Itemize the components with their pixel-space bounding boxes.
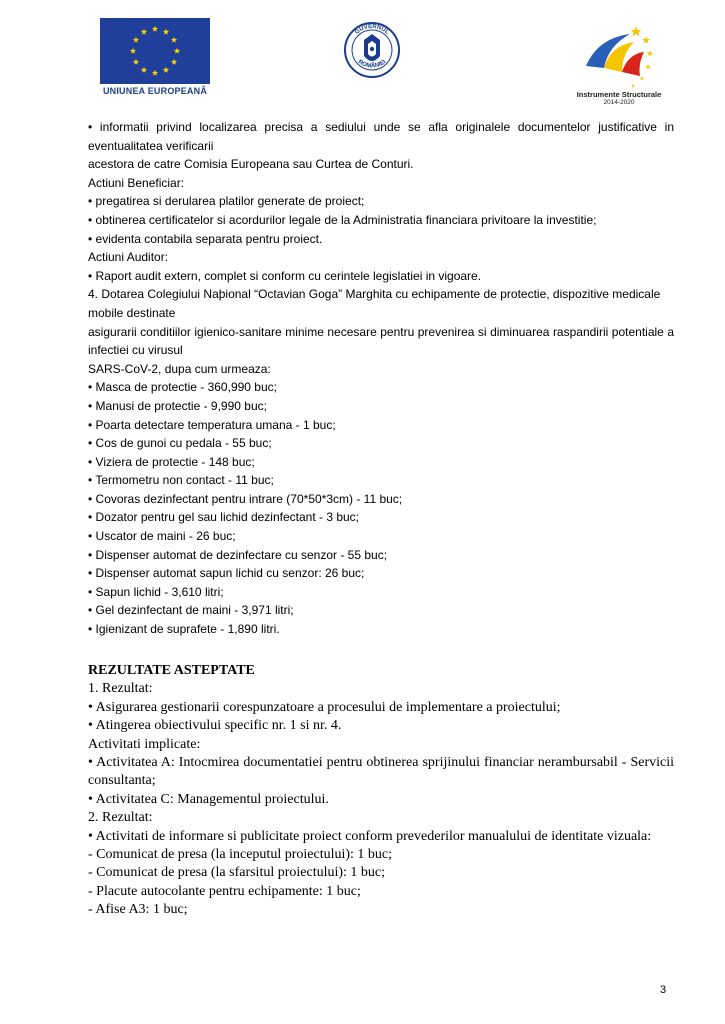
list-item: - Comunicat de presa (la inceputul proiectului): 1 buc; <box>88 847 393 863</box>
paragraph-line: SARS-CoV-2, dupa cum urmeaza: <box>88 361 271 376</box>
document-body <box>88 118 674 639</box>
list-item: • Dispenser automat de dezinfectare cu senzor - 55 buc; <box>88 547 388 562</box>
list-item: • Manusi de protectie - 9,990 buc; <box>88 398 267 413</box>
list-item: - Afise A3: 1 buc; <box>88 902 188 918</box>
romanian-government-seal-logo <box>342 16 402 88</box>
list-item: • Activitati de informare si publicitate proiect conform prevederilor manualului de identitate vizuala: <box>88 828 652 844</box>
result-heading: 2. Rezultat: <box>88 810 153 826</box>
svg-text:ROMÂNIEI: ROMÂNIEI <box>356 59 388 70</box>
svg-text:GUVERNUL: GUVERNUL <box>354 23 390 36</box>
section-label: Activitati implicate: <box>88 736 201 752</box>
page-header <box>0 0 725 115</box>
list-item: • Poarta detectare temperatura umana - 1 buc; <box>88 417 336 432</box>
list-item: • Sapun lichid - 3,610 litri; <box>88 584 224 599</box>
paragraph-line: asigurarii conditiilor igienico-sanitare minime necesare pentru prevenirea si diminuarea raspandirii potentiale a infectiei cu virusul <box>88 324 674 358</box>
section-label: Actiuni Beneficiar: <box>88 175 185 190</box>
list-item: • Atingerea obiectivului specific nr. 1 si nr. 4. <box>88 718 342 734</box>
list-item: • Dispenser automat sapun lichid cu senzor: 26 buc; <box>88 566 365 581</box>
paragraph-line: 4. Dotarea Colegiului Naþional “Octavian Goga” Marghita cu echipamente de protectie, dispozitive medicale mobile destinate <box>88 287 661 320</box>
list-item: • obtinerea certificatelor si acordurilor legale de la Administratia financiara privitoare la investitie; <box>88 212 597 227</box>
list-item: • Asigurarea gestionarii corespunzatoare a procesului de implementare a proiectului; <box>88 699 561 715</box>
list-item: - Placute autocolante pentru echipamente: 1 buc; <box>88 883 361 899</box>
list-item: • Gel dezinfectant de maini - 3,971 litri; <box>88 603 294 618</box>
list-item: • Raport audit extern, complet si conform cu cerintele legislatiei in vigoare. <box>88 268 482 283</box>
list-item: • Dozator pentru gel sau lichid dezinfectant - 3 buc; <box>88 510 360 525</box>
list-item: • Activitatea A: Intocmirea documentatiei pentru obtinerea sprijinului financiar nerambursabil - Servicii consultanta; <box>88 755 674 789</box>
list-item: • evidenta contabila separata pentru proiect. <box>88 231 323 246</box>
paragraph-line: acestora de catre Comisia Europeana sau Curtea de Conturi. <box>88 157 414 172</box>
list-item: - Comunicat de presa (la sfarsitul proiectului): 1 buc; <box>88 865 386 881</box>
list-item: • Masca de protectie - 360,990 buc; <box>88 380 277 395</box>
list-item: • Termometru non contact - 11 buc; <box>88 473 274 488</box>
list-item: • Igienizant de suprafete - 1,890 litri. <box>88 622 280 637</box>
list-item: • Uscator de maini - 26 buc; <box>88 529 236 544</box>
section-title: REZULTATE ASTEPTATE <box>88 663 255 678</box>
list-item: • Covoras dezinfectant pentru intrare (70*50*3cm) - 11 buc; <box>88 491 403 506</box>
list-item: • Viziera de protectie - 148 buc; <box>88 454 255 469</box>
page-number: 3 <box>660 984 667 996</box>
eu-caption: UNIUNEA EUROPEANĂ <box>102 86 208 96</box>
paragraph-line: • informatii privind localizarea precisa a sediului unde se afla originalele documentelor justificative in eventualitatea verificarii <box>88 120 674 153</box>
results-section <box>88 662 674 920</box>
list-item: • Cos de gunoi cu pedala - 55 buc; <box>88 436 272 451</box>
structural-instruments-years: 2014-2020 <box>603 99 635 106</box>
section-label: Actiuni Auditor: <box>88 250 169 265</box>
result-heading: 1. Rezultat: <box>88 681 153 697</box>
structural-instruments-caption: Instrumente Structurale <box>576 90 662 99</box>
list-item: • pregatirea si derularea platilor generate de proiect; <box>88 194 365 209</box>
list-item: • Activitatea C: Managementul proiectului. <box>88 791 329 807</box>
